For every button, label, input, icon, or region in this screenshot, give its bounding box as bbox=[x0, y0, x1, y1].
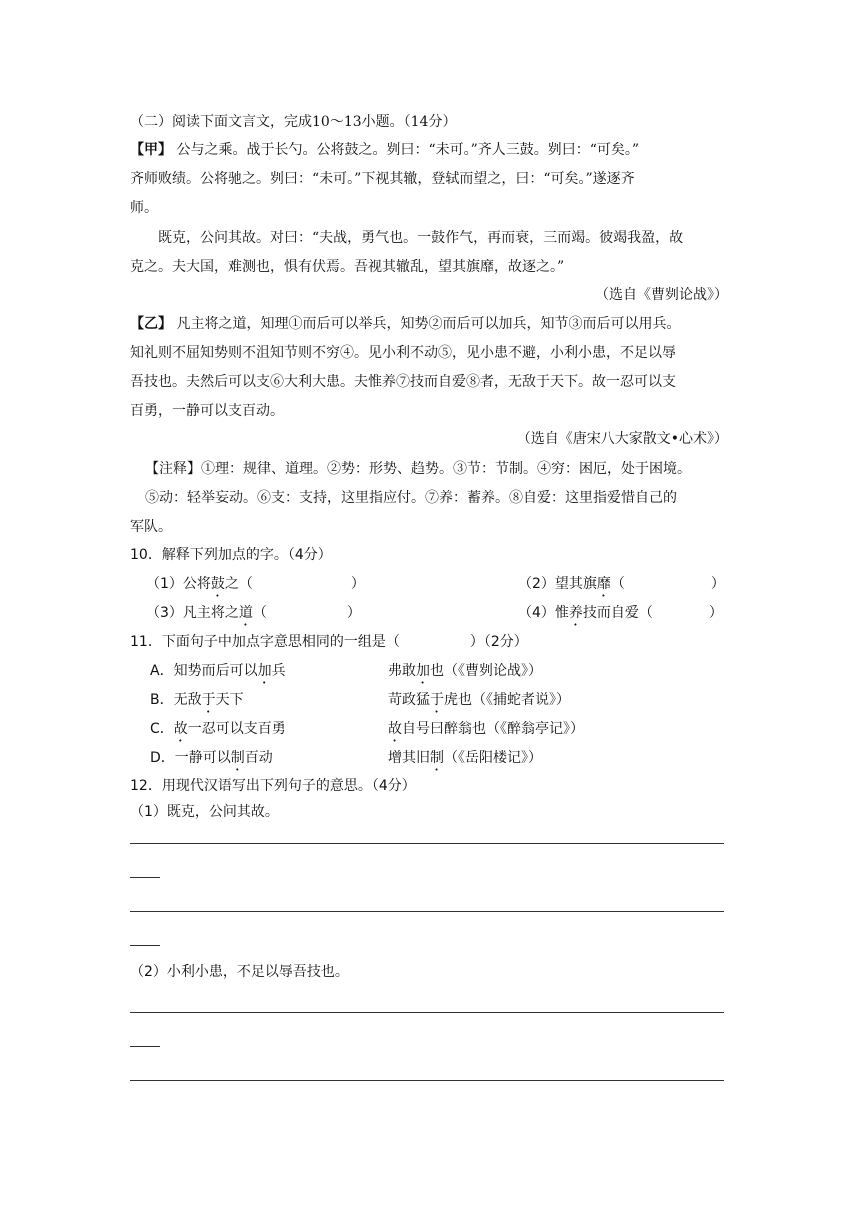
q12-sentence-2: （2）小利小患，不足以辱吾技也。 bbox=[130, 964, 349, 980]
q11-option-b: B．无敌于天下 苛政猛于虎也（《捕蛇者说》） bbox=[150, 692, 570, 708]
q10-item-1: （1）公将鼓之（ ） bbox=[146, 576, 365, 592]
q11-option-a: A．知势而后可以加兵 弗敢加也（《曹刿论战》） bbox=[150, 663, 542, 679]
yi-line-3: 吾技也。夫然后可以支⑥大利大患。夫惟养⑦技而自爱⑧者，无敌于天下。故一忍可以支 bbox=[130, 374, 676, 390]
notes-line-1: 【注释】①理：规律、道理。②势：形势、趋势。③节：节制。④穷：困厄，处于困境。 bbox=[145, 461, 691, 477]
jia-tag: 【甲】 bbox=[130, 142, 172, 158]
q10-item-2: （2）望其旗靡（ ） bbox=[518, 576, 725, 592]
jia-source: （选自《曹刿论战》） bbox=[595, 287, 728, 303]
answer-line[interactable] bbox=[130, 911, 724, 912]
answer-line-tail bbox=[130, 1046, 160, 1047]
yi-line-2: 知礼则不屈知势则不沮知节则不穷④。见小利不动⑤，见小患不避，小利小患，不足以辱 bbox=[130, 345, 676, 361]
notes-line-2: ⑤动：轻举妄动。⑥支：支持，这里指应付。⑦养：蓄养。⑧自爱：这里指爱惜自己的 bbox=[145, 490, 677, 506]
jia-text-1: 公与之乘。战于长勺。公将鼓之。刿曰：“未可。”齐人三鼓。刿曰：“可矣。” bbox=[176, 142, 640, 158]
answer-line[interactable] bbox=[130, 1080, 724, 1081]
yi-tag: 【乙】 bbox=[130, 316, 172, 332]
answer-line-tail bbox=[130, 945, 160, 946]
q11-option-d: D．一静可以制百动 增其旧制（《岳阳楼记》） bbox=[150, 750, 542, 766]
q12-stem: 12．用现代汉语写出下列句子的意思。（4分） bbox=[130, 778, 416, 794]
answer-line[interactable] bbox=[130, 1012, 724, 1013]
q10-row-1 bbox=[146, 574, 728, 600]
q11-option-c: C．故一忍可以支百勇 故自号曰醉翁也（《醉翁亭记》） bbox=[150, 721, 584, 737]
jia-line-3: 师。 bbox=[130, 200, 158, 216]
q10-item-3: （3）凡主将之道（ ） bbox=[146, 605, 361, 621]
q11-stem: 11．下面句子中加点字意思相同的一组是（ ）（2分） bbox=[130, 634, 528, 650]
jia-line-2: 齐师败绩。公将驰之。刿曰：“未可。”下视其辙，登轼而望之，曰：“可矣。”遂逐齐 bbox=[130, 171, 635, 187]
yi-source: （选自《唐宋八大家散文•心术》） bbox=[516, 431, 728, 447]
answer-line-tail bbox=[130, 877, 160, 878]
q12-sentence-1: （1）既克，公问其故。 bbox=[130, 804, 279, 820]
notes-line-3: 军队。 bbox=[130, 519, 172, 535]
q10-item-4: （4）惟养技而自爱（ ） bbox=[518, 605, 723, 621]
jia-para2-line-2: 克之。夫大国，难测也，惧有伏焉。吾视其辙乱，望其旗靡，故逐之。” bbox=[130, 259, 565, 275]
jia-para2-line-1: 既克，公问其故。对曰：“夫战，勇气也。一鼓作气，再而衰，三而竭。彼竭我盈，故 bbox=[158, 230, 684, 246]
q10-row-2 bbox=[146, 603, 728, 629]
q10-stem: 10．解释下列加点的字。（4分） bbox=[130, 547, 332, 563]
answer-line[interactable] bbox=[130, 843, 724, 844]
jia-line-1 bbox=[130, 140, 728, 160]
yi-line-1 bbox=[130, 314, 728, 334]
yi-line-4: 百勇，一静可以支百动。 bbox=[130, 403, 284, 419]
yi-text-1: 凡主将之道，知理①而后可以举兵，知势②而后可以加兵，知节③而后可以用兵。 bbox=[176, 316, 681, 332]
section-title: （二）阅读下面文言文，完成10～13小题。（14分） bbox=[130, 114, 457, 130]
